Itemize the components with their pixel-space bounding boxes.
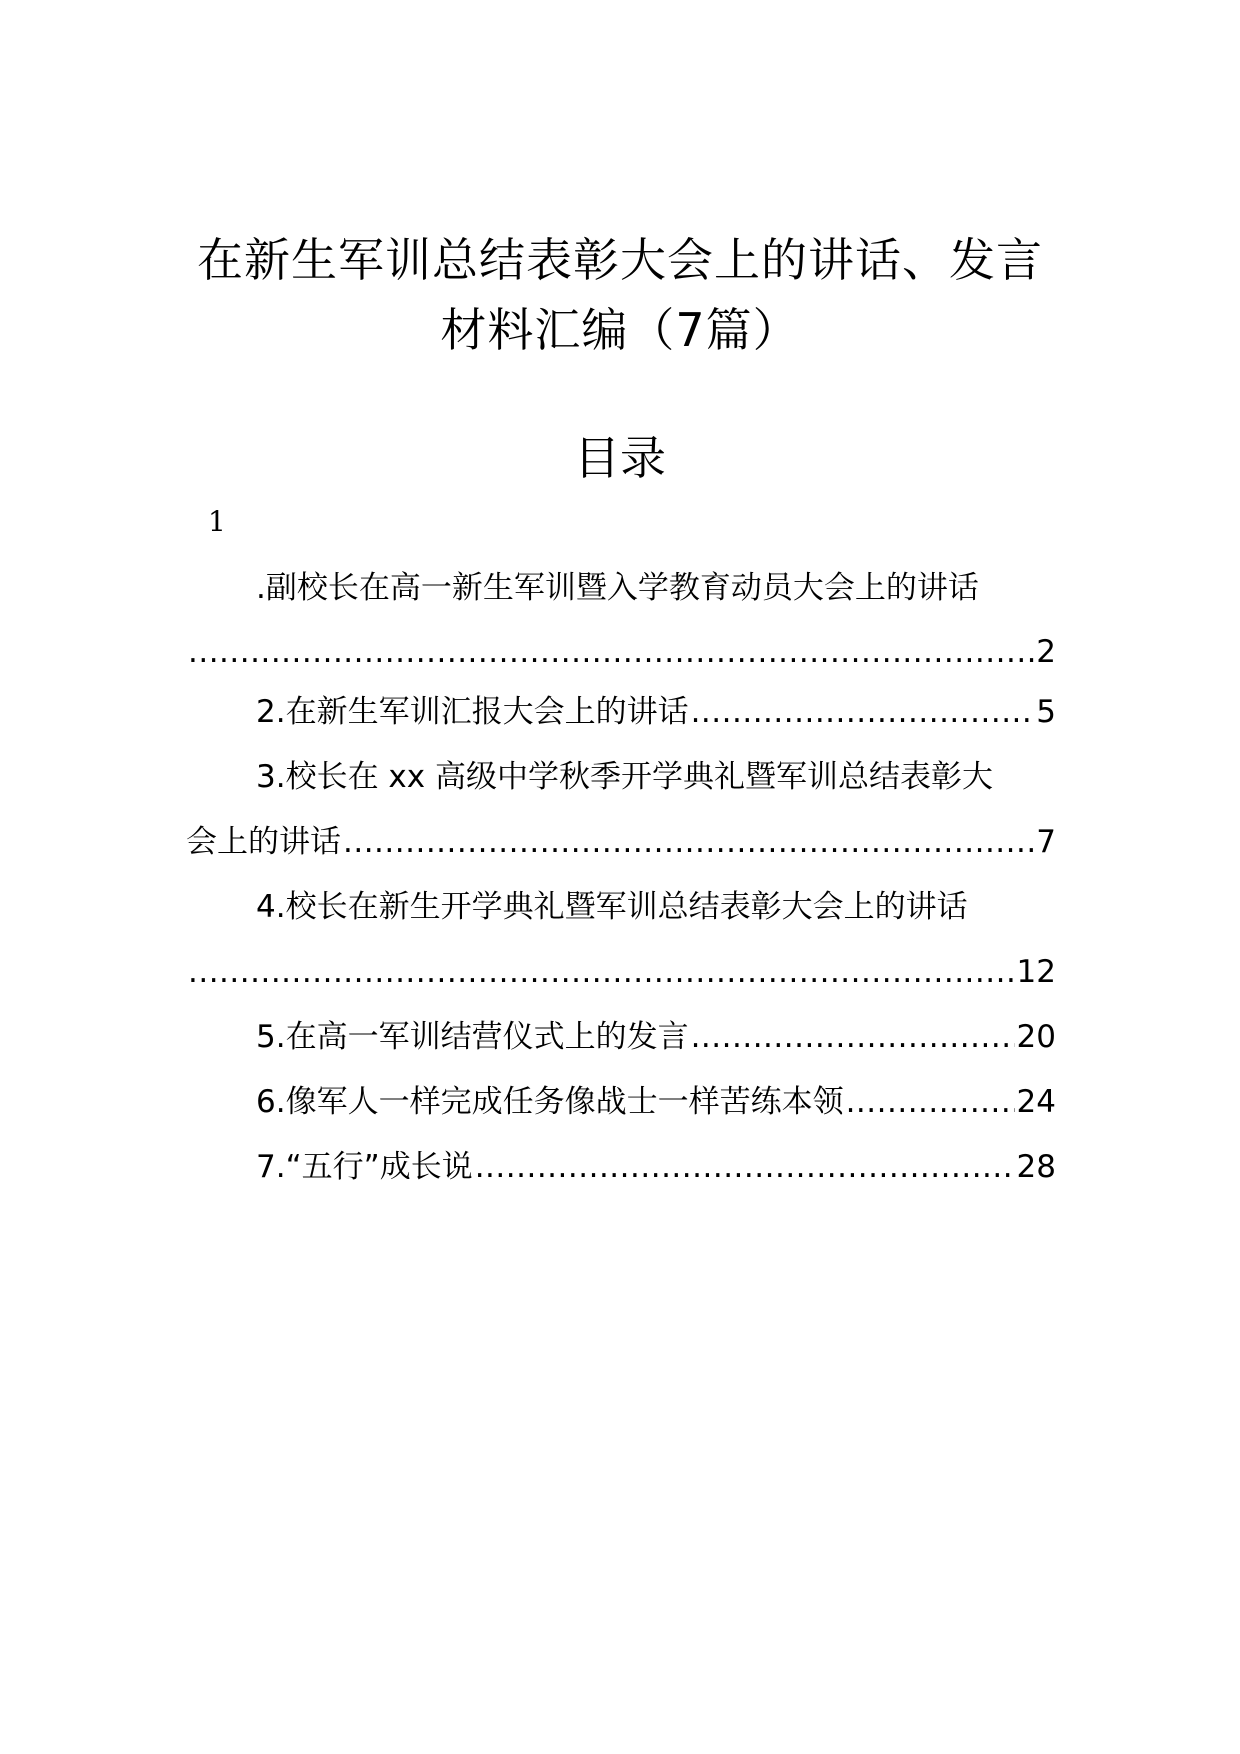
toc-entry-7-text: 7.“五行”成长说	[256, 1149, 473, 1185]
toc-entry-2-text: 2.在新生军训汇报大会上的讲话	[256, 694, 689, 730]
stray-list-number: 1	[208, 505, 226, 538]
toc-entry-3-title-row[interactable]	[256, 755, 1056, 799]
dot-leader	[691, 1015, 1015, 1059]
toc-entry-5[interactable]	[256, 1015, 1056, 1059]
toc-entry-1-page: 2	[1036, 634, 1056, 670]
dot-leader	[475, 1145, 1015, 1189]
toc-entry-1-text: .副校长在高一新生军训暨入学教育动员大会上的讲话	[256, 570, 979, 606]
toc-entry-2[interactable]	[256, 690, 1056, 734]
document-title-line-1: 在新生军训总结表彰大会上的讲话、发言	[197, 233, 1043, 287]
toc-entry-4-leader-row[interactable]	[186, 950, 1056, 994]
toc-entry-2-page: 5	[1036, 694, 1056, 730]
toc-heading: 目录	[574, 431, 666, 485]
toc-entry-4-page: 12	[1016, 954, 1056, 990]
dot-leader	[343, 820, 1034, 864]
toc-entry-1-title-row[interactable]	[256, 566, 1056, 610]
toc-entry-5-page: 20	[1016, 1019, 1056, 1055]
toc-entry-6[interactable]	[256, 1080, 1056, 1124]
document-title-line-2: 材料汇编（7篇）	[440, 303, 800, 357]
toc-entry-6-page: 24	[1016, 1084, 1056, 1120]
toc-entry-4-title-row[interactable]	[256, 885, 1056, 929]
dot-leader	[188, 950, 1015, 994]
dot-leader	[188, 630, 1034, 674]
toc-entry-7[interactable]	[256, 1145, 1056, 1189]
toc-entry-5-text: 5.在高一军训结营仪式上的发言	[256, 1019, 689, 1055]
toc-entry-3-text-line-1: 3.校长在 xx 高级中学秋季开学典礼暨军训总结表彰大	[256, 759, 993, 795]
toc-entry-3-text-line-2: 会上的讲话	[186, 824, 341, 860]
toc-entry-7-page: 28	[1016, 1149, 1056, 1185]
toc-entry-6-text: 6.像军人一样完成任务像战士一样苦练本领	[256, 1084, 844, 1120]
toc-entry-1-leader-row[interactable]	[186, 630, 1056, 674]
toc-entry-4-text: 4.校长在新生开学典礼暨军训总结表彰大会上的讲话	[256, 889, 968, 925]
dot-leader	[691, 690, 1035, 734]
toc-entry-3-page: 7	[1036, 824, 1056, 860]
toc-entry-3-leader-row[interactable]	[186, 820, 1056, 864]
dot-leader	[846, 1080, 1015, 1124]
